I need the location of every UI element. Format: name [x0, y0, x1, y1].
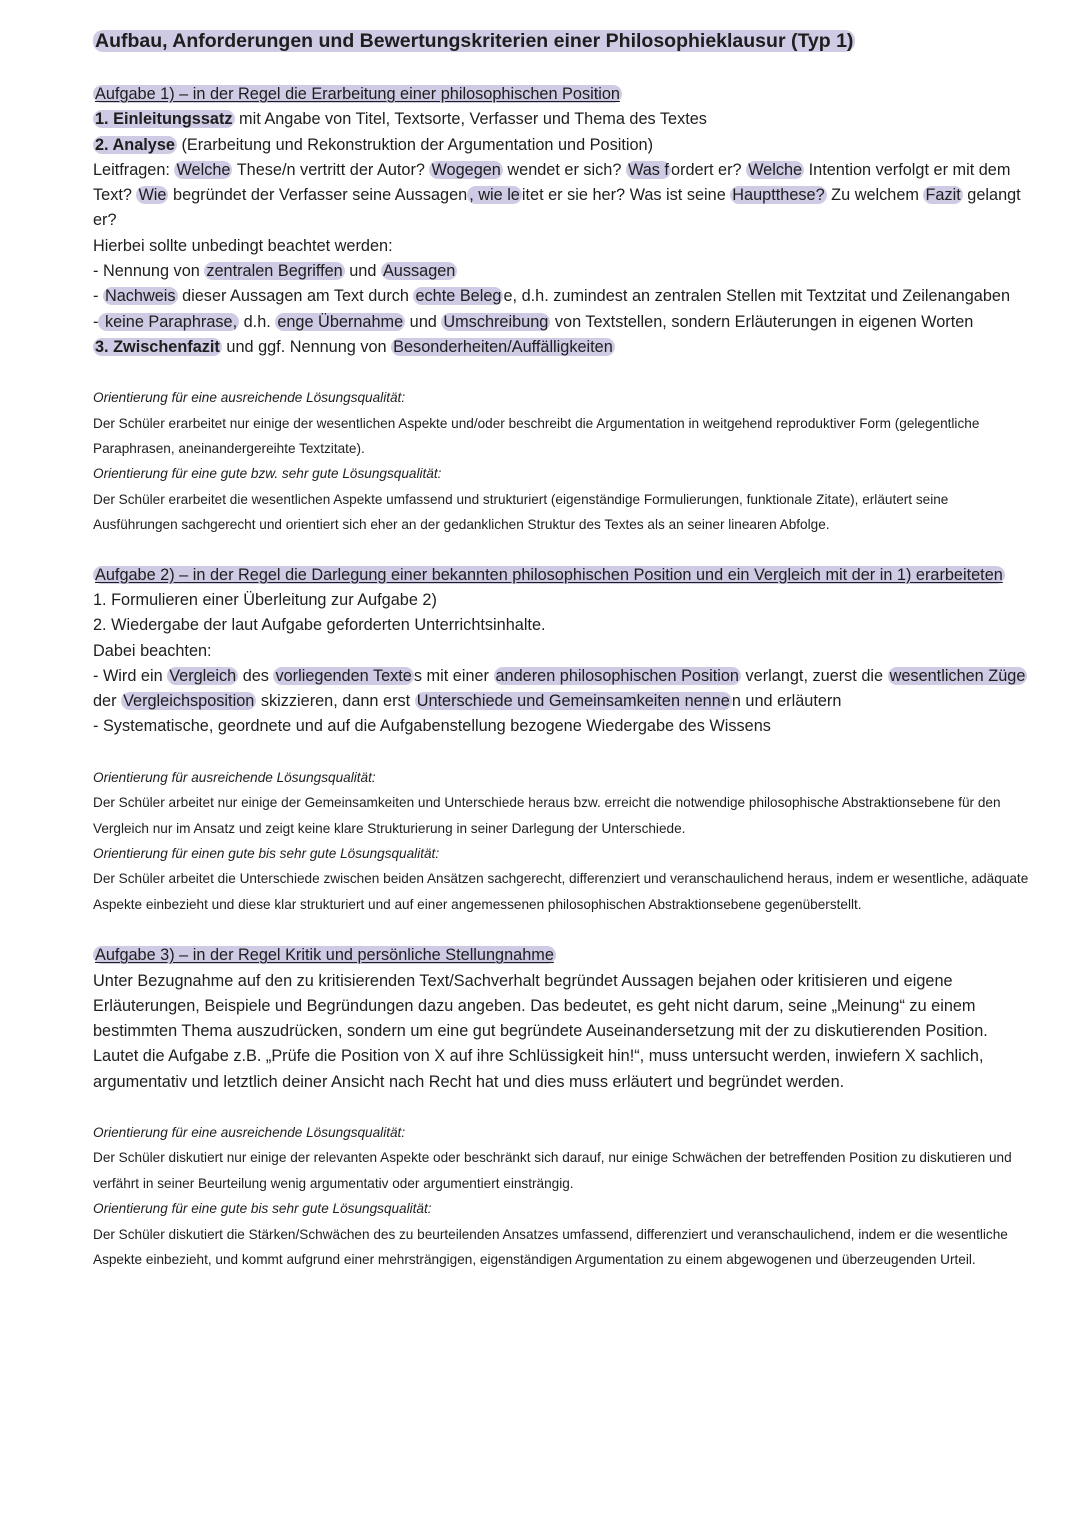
- criteria-sufficient-text: Der Schüler erarbeitet nur einige der wesentlichen Aspekte und/oder beschreibt die Argumentation in weitgehend reproduktiver Form (gelegentliche Paraphrasen, aneinandergereihte Textzitate).: [93, 415, 980, 457]
- criteria-sufficient-text: Der Schüler diskutiert nur einige der relevanten Aspekte oder beschränkt sich darauf, nur einige Schwächen der betreffenden Position zu diskutieren und verfährt in seiner Beurteilung wenig argumentativ oder argumentiert einsträngig.: [93, 1150, 1012, 1191]
- bullet-no-paraphrase: - keine Paraphrase, d.h. enge Übernahme und Umschreibung von Textstellen, sondern Erläuterungen in eigenen Worten: [93, 312, 974, 331]
- task-3-paragraph-1: Unter Bezugnahme auf den zu kritisierenden Text/Sachverhalt begründet Aussagen bejahen oder kritisieren und eigene Erläuterungen, Beispiele und Begründungen dazu angeben. Das bedeutet, es geht nicht darum, seine „Meinung“ zu einem bestimmten Thema auszudrücken, sondern um eine gut begründete Auseinandersetzung mit der zu diskutierenden Position.: [93, 971, 988, 1041]
- task-3-section: [93, 943, 1033, 1272]
- bullet-key-terms: - Nennung von zentralen Begriffen und Aussagen: [93, 262, 456, 281]
- task-1-section: [93, 82, 1033, 538]
- criteria-good-label: Orientierung für eine gute bis sehr gute Lösungsqualität:: [93, 1201, 432, 1217]
- task-1-criteria: [93, 385, 1033, 537]
- task-2-section: [93, 563, 1033, 918]
- bullet-evidence: - Nachweis dieser Aussagen am Text durch echte Beleg e, d.h. zumindest an zentralen Stellen mit Textzitat und Zeilenangaben: [93, 287, 1011, 306]
- criteria-sufficient-label: Orientierung für ausreichende Lösungsqualität:: [93, 769, 376, 785]
- criteria-sufficient-text: Der Schüler arbeitet nur einige der Gemeinsamkeiten und Unterschiede heraus bzw. erreicht die notwendige philosophische Abstraktionsebene für den Vergleich nur im Ansatz und zeigt keine klare Strukturierung in seiner Darlegung der Unterschiede.: [93, 795, 1001, 836]
- guiding-questions: Leitfragen: Welche These/n vertritt der Autor? Wogegen wendet er sich? Was f ordert er? Welche Intention verfolgt er mit dem Text? Wie begründet der Verfasser seine Aussagen , wie le itet er sie her? Was ist seine Hauptthese? Zu welchem Fazit gelangt er?: [93, 160, 1021, 230]
- task-3-criteria: [93, 1120, 1033, 1272]
- intro-sentence-line: 1. Einleitungssatz mit Angabe von Titel, Textsorte, Verfasser und Thema des Textes: [95, 110, 707, 129]
- task-1-heading: Aufgabe 1) – in der Regel die Erarbeitung einer philosophischen Position: [95, 85, 620, 103]
- note-line: Hierbei sollte unbedingt beachtet werden:: [93, 236, 393, 255]
- interim-conclusion-line: 3. Zwischenfazit und ggf. Nennung von Besonderheiten/Auffälligkeiten: [95, 337, 613, 356]
- document-title: Aufbau, Anforderungen und Bewertungskriterien einer Philosophieklausur (Typ 1): [95, 30, 854, 52]
- bullet-comparison: - Wird ein Vergleich des vorliegenden Texte s mit einer anderen philosophischen Position verlangt, zuerst die wesentlichen Züge der Vergleichsposition skizzieren, dann erst Unterschiede und Gemeinsamkeiten nenne n und erläutern: [93, 666, 1026, 711]
- task-2-item-1: 1. Formulieren einer Überleitung zur Aufgabe 2): [93, 591, 437, 609]
- criteria-good-text: Der Schüler arbeitet die Unterschiede zwischen beiden Ansätzen sachgerecht, differenziert und veranschaulichend heraus, indem er wesentliche, adäquate Aspekte einbezieht und diese klar strukturiert und auf einer angemessenen philosophischen Abstraktionsebene gegenüberstellt.: [93, 871, 1029, 912]
- task-2-note: Dabei beachten:: [93, 641, 212, 660]
- document-page: [93, 26, 1033, 1272]
- task-3-heading: Aufgabe 3) – in der Regel Kritik und persönliche Stellungnahme: [95, 946, 554, 965]
- criteria-good-text: Der Schüler erarbeitet die wesentlichen Aspekte umfassend und strukturiert (eigenständige Formulierungen, funktionale Zitate), erläutert seine Ausführungen sachgerecht und orientiert sich eher an der gedanklichen Struktur des Textes als an seiner linearen Abfolge.: [93, 491, 949, 533]
- criteria-sufficient-label: Orientierung für eine ausreichende Lösungsqualität:: [93, 390, 406, 406]
- task-3-paragraph-2: Lautet die Aufgabe z.B. „Prüfe die Position von X auf ihre Schlüssigkeit hin!“, muss untersucht werden, inwiefern X sachlich, argumentativ und letztlich deiner Ansicht nach Recht hat und dies muss erläutert und begründet werden.: [93, 1047, 984, 1091]
- criteria-sufficient-label: Orientierung für eine ausreichende Lösungsqualität:: [93, 1125, 406, 1140]
- criteria-good-label: Orientierung für einen gute bis sehr gute Lösungsqualität:: [93, 846, 440, 861]
- task-2-item-2: 2. Wiedergabe der laut Aufgabe geforderten Unterrichtsinhalte.: [93, 616, 546, 635]
- criteria-good-text: Der Schüler diskutiert die Stärken/Schwächen des zu beurteilenden Ansatzes umfassend, differenziert und veranschaulichend, indem er die wesentliche Aspekte einbezieht, und kommt aufgrund einer mehrsträngigen, eigenständigen Argumentation zu einem abgewogenen und überzeugenden Urteil.: [93, 1226, 1008, 1268]
- task-2-heading: Aufgabe 2) – in der Regel die Darlegung einer bekannten philosophischen Position und ein Vergleich mit der in 1) erarbeiteten: [95, 565, 1003, 584]
- task-2-criteria: [93, 765, 1033, 917]
- criteria-good-label: Orientierung für eine gute bzw. sehr gute Lösungsqualität:: [93, 466, 442, 482]
- analysis-line: 2. Analyse (Erarbeitung und Rekonstruktion der Argumentation und Position): [95, 135, 654, 154]
- bullet-systematic: - Systematische, geordnete und auf die Aufgabenstellung bezogene Wiedergabe des Wissens: [93, 717, 771, 736]
